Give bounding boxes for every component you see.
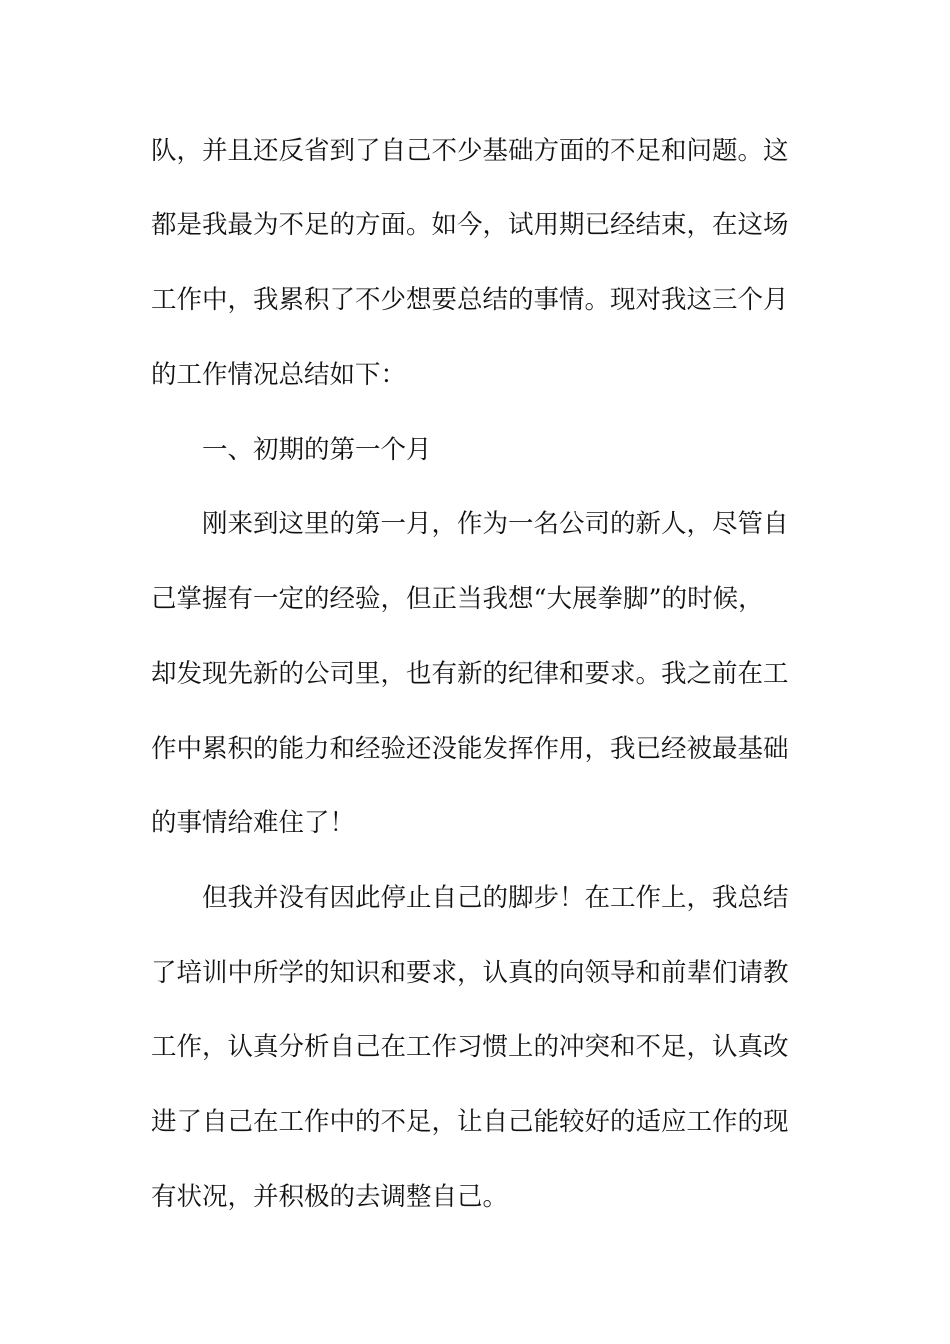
text-line-1: 队，并且还反省到了自己不少基础方面的不足和问题。这 — [151, 136, 789, 166]
text-line-7: 己掌握有一定的经验，但正当我想“大展拳脚”的时候， — [151, 584, 764, 614]
text-line-13: 工作，认真分析自己在工作习惯上的冲突和不足，认真改 — [151, 1032, 789, 1062]
section-heading: 一、初期的第一个月 — [202, 435, 432, 465]
text-line-4: 的工作情况总结如下： — [151, 360, 407, 390]
text-line-3: 工作中，我累积了不少想要总结的事情。现对我这三个月 — [151, 285, 789, 315]
text-line-14: 进了自己在工作中的不足，让自己能较好的适应工作的现 — [151, 1107, 789, 1137]
text-line-10: 的事情给难住了！ — [151, 808, 356, 838]
text-line-9: 作中累积的能力和经验还没能发挥作用，我已经被最基础 — [151, 734, 789, 764]
text-line-8: 却发现先新的公司里，也有新的纪律和要求。我之前在工 — [151, 659, 789, 689]
text-line-6: 刚来到这里的第一月，作为一名公司的新人，尽管自 — [202, 509, 789, 539]
text-line-11: 但我并没有因此停止自己的脚步！在工作上，我总结 — [202, 883, 789, 913]
text-line-15: 有状况，并积极的去调整自己。 — [151, 1182, 509, 1212]
text-line-12: 了培训中所学的知识和要求，认真的向领导和前辈们请教 — [151, 958, 789, 988]
text-line-2: 都是我最为不足的方面。如今，试用期已经结束，在这场 — [151, 210, 789, 240]
